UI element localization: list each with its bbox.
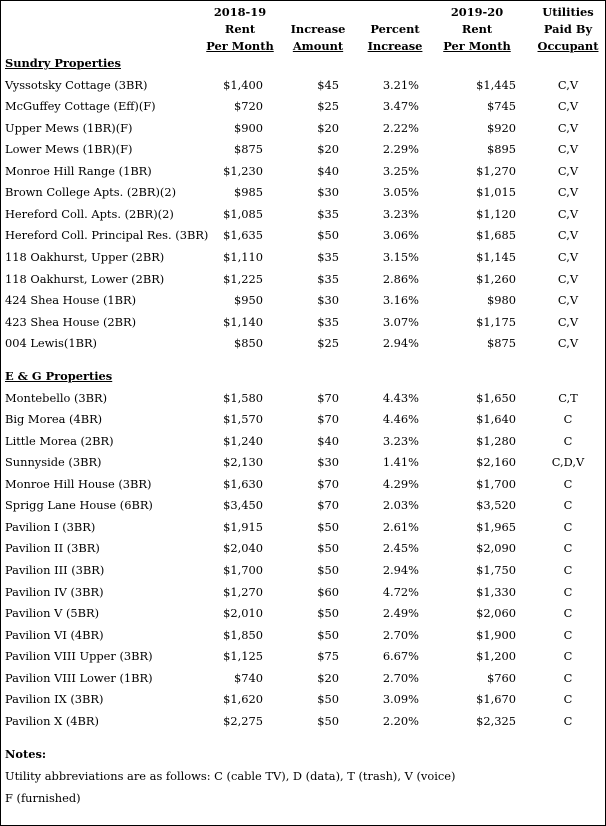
- cell-name: Monroe Hill Range (1BR): [5, 163, 152, 178]
- cell-name: 004 Lewis(1BR): [5, 336, 97, 351]
- cell-util: C: [563, 692, 573, 707]
- table-row: [1, 625, 605, 647]
- cell-name: Hereford Coll. Principal Res. (3BR): [5, 228, 209, 243]
- cell-amt: $45: [317, 77, 339, 92]
- header-text: Per Month: [443, 39, 511, 53]
- cell-rent: $1,270: [223, 584, 263, 599]
- cell-amt: $50: [317, 713, 339, 728]
- cell-pct: 3.06%: [382, 228, 419, 243]
- table-row: [1, 161, 605, 183]
- header-text: Paid By: [543, 22, 593, 36]
- cell-util: C,V: [557, 336, 579, 351]
- cell-new: $1,650: [476, 390, 516, 405]
- header-rent-2018: [201, 4, 279, 55]
- cell-rent: $900: [234, 120, 263, 135]
- cell-util: C,T: [558, 390, 578, 405]
- cell-rent: $875: [234, 142, 263, 157]
- cell-util: C: [563, 713, 573, 728]
- header-text: Amount: [292, 39, 344, 53]
- table-row: [1, 474, 605, 496]
- table-row: [1, 290, 605, 312]
- cell-name: Pavilion IX (3BR): [5, 692, 104, 707]
- cell-util: C,V: [557, 77, 579, 92]
- table-row: [1, 711, 605, 733]
- header-text: Utilities: [542, 5, 594, 19]
- header-increase: [284, 21, 352, 55]
- cell-rent: $1,570: [223, 412, 263, 427]
- table-row: [1, 582, 605, 604]
- cell-amt: $70: [317, 476, 339, 491]
- table-row: [1, 495, 605, 517]
- table-row: [1, 182, 605, 204]
- cell-name: Pavilion V (5BR): [5, 606, 100, 621]
- cell-new: $2,090: [476, 541, 516, 556]
- cell-pct: 2.49%: [382, 606, 419, 621]
- section-heading: [1, 53, 605, 75]
- cell-pct: 3.25%: [382, 163, 419, 178]
- cell-name: Pavilion IV (3BR): [5, 584, 104, 599]
- cell-amt: $20: [317, 142, 339, 157]
- cell-new: $1,330: [476, 584, 516, 599]
- cell-pct: 3.05%: [382, 185, 419, 200]
- cell-util: C,V: [557, 120, 579, 135]
- cell-pct: 4.72%: [382, 584, 419, 599]
- cell-new: $875: [487, 336, 516, 351]
- cell-amt: $30: [317, 185, 339, 200]
- cell-pct: 6.67%: [382, 649, 419, 664]
- cell-name: 424 Shea House (1BR): [5, 293, 137, 308]
- cell-amt: $50: [317, 627, 339, 642]
- header-text: 2018-19: [213, 5, 267, 19]
- table-row: [1, 668, 605, 690]
- cell-amt: $60: [317, 584, 339, 599]
- cell-pct: 3.21%: [382, 77, 419, 92]
- cell-amt: $50: [317, 692, 339, 707]
- cell-pct: 1.41%: [382, 455, 419, 470]
- cell-rent: $1,140: [223, 314, 263, 329]
- header-percent: [361, 21, 429, 55]
- cell-new: $1,445: [476, 77, 516, 92]
- cell-name: Little Morea (2BR): [5, 433, 114, 448]
- table-row: [1, 646, 605, 668]
- cell-pct: 3.16%: [382, 293, 419, 308]
- cell-rent: $1,630: [223, 476, 263, 491]
- table-row: [1, 247, 605, 269]
- cell-amt: $50: [317, 228, 339, 243]
- cell-rent: $1,240: [223, 433, 263, 448]
- cell-pct: 2.03%: [382, 498, 419, 513]
- cell-new: $3,520: [476, 498, 516, 513]
- cell-rent: $1,110: [223, 249, 263, 264]
- cell-rent: $720: [234, 99, 263, 114]
- cell-rent: $740: [234, 670, 263, 685]
- section-heading: [1, 366, 605, 388]
- cell-new: $1,270: [476, 163, 516, 178]
- cell-pct: 4.43%: [382, 390, 419, 405]
- cell-new: $1,965: [476, 519, 516, 534]
- cell-pct: 2.29%: [382, 142, 419, 157]
- cell-name: Pavilion VI (4BR): [5, 627, 104, 642]
- table-row: [1, 689, 605, 711]
- cell-name: Hereford Coll. Apts. (2BR)(2): [5, 206, 174, 221]
- cell-name: Pavilion I (3BR): [5, 519, 96, 534]
- cell-pct: 3.07%: [382, 314, 419, 329]
- table-row: [1, 452, 605, 474]
- cell-util: C,V: [557, 163, 579, 178]
- cell-pct: 3.23%: [382, 433, 419, 448]
- cell-new: $1,900: [476, 627, 516, 642]
- cell-rent: $985: [234, 185, 263, 200]
- cell-rent: $1,125: [223, 649, 263, 664]
- header-utilities: [533, 4, 603, 55]
- table-row: [1, 96, 605, 118]
- cell-amt: $50: [317, 541, 339, 556]
- cell-util: C: [563, 584, 573, 599]
- cell-new: $1,145: [476, 249, 516, 264]
- table-row: [1, 269, 605, 291]
- cell-pct: 2.94%: [382, 562, 419, 577]
- cell-rent: $850: [234, 336, 263, 351]
- cell-name: Big Morea (4BR): [5, 412, 103, 427]
- cell-pct: 4.29%: [382, 476, 419, 491]
- cell-pct: 2.45%: [382, 541, 419, 556]
- cell-pct: 3.47%: [382, 99, 419, 114]
- cell-amt: $35: [317, 249, 339, 264]
- cell-util: C: [563, 412, 573, 427]
- section-title: Sundry Properties: [5, 56, 121, 70]
- table-row: [1, 538, 605, 560]
- cell-util: C,V: [557, 185, 579, 200]
- cell-name: Sunnyside (3BR): [5, 455, 102, 470]
- cell-name: Monroe Hill House (3BR): [5, 476, 152, 491]
- cell-pct: 2.86%: [382, 271, 419, 286]
- cell-util: C: [563, 670, 573, 685]
- cell-name: 118 Oakhurst, Upper (2BR): [5, 249, 165, 264]
- cell-name: 423 Shea House (2BR): [5, 314, 137, 329]
- cell-new: $1,700: [476, 476, 516, 491]
- cell-util: C,V: [557, 99, 579, 114]
- table-row: [1, 517, 605, 539]
- cell-rent: $1,620: [223, 692, 263, 707]
- cell-util: C,V: [557, 293, 579, 308]
- cell-pct: 2.94%: [382, 336, 419, 351]
- cell-util: C,V: [557, 271, 579, 286]
- cell-rent: $1,225: [223, 271, 263, 286]
- cell-amt: $50: [317, 519, 339, 534]
- cell-rent: $1,580: [223, 390, 263, 405]
- header-text: Per Month: [206, 39, 274, 53]
- cell-name: 118 Oakhurst, Lower (2BR): [5, 271, 165, 286]
- cell-new: $2,160: [476, 455, 516, 470]
- table-row: [1, 409, 605, 431]
- cell-amt: $50: [317, 606, 339, 621]
- cell-rent: $1,230: [223, 163, 263, 178]
- cell-util: C: [563, 519, 573, 534]
- cell-name: Upper Mews (1BR)(F): [5, 120, 133, 135]
- cell-amt: $25: [317, 336, 339, 351]
- notes-line-furnished: F (furnished): [5, 791, 81, 805]
- cell-rent: $1,085: [223, 206, 263, 221]
- cell-pct: 3.09%: [382, 692, 419, 707]
- cell-rent: $1,700: [223, 562, 263, 577]
- cell-amt: $40: [317, 433, 339, 448]
- cell-util: C,V: [557, 142, 579, 157]
- cell-new: $1,685: [476, 228, 516, 243]
- table-row: [1, 560, 605, 582]
- cell-new: $920: [487, 120, 516, 135]
- table-header: [1, 4, 605, 56]
- cell-util: C: [563, 541, 573, 556]
- cell-name: Pavilion II (3BR): [5, 541, 100, 556]
- cell-pct: 2.70%: [382, 627, 419, 642]
- cell-name: Brown College Apts. (2BR)(2): [5, 185, 177, 200]
- header-text: Occupant: [537, 39, 599, 53]
- cell-util: C,V: [557, 228, 579, 243]
- cell-amt: $35: [317, 314, 339, 329]
- table-row: [1, 139, 605, 161]
- cell-new: $895: [487, 142, 516, 157]
- cell-rent: $1,400: [223, 77, 263, 92]
- cell-name: Pavilion X (4BR): [5, 713, 99, 728]
- cell-new: $1,120: [476, 206, 516, 221]
- cell-amt: $70: [317, 390, 339, 405]
- cell-new: $2,060: [476, 606, 516, 621]
- cell-rent: $3,450: [223, 498, 263, 513]
- cell-pct: 2.20%: [382, 713, 419, 728]
- cell-rent: $2,275: [223, 713, 263, 728]
- cell-util: C: [563, 627, 573, 642]
- cell-name: Vyssotsky Cottage (3BR): [5, 77, 148, 92]
- cell-name: Sprigg Lane House (6BR): [5, 498, 153, 513]
- table-row: [1, 603, 605, 625]
- cell-util: C: [563, 606, 573, 621]
- cell-new: $760: [487, 670, 516, 685]
- header-rent-2019: [438, 4, 516, 55]
- notes-line-abbreviations: Utility abbreviations are as follows: C (cable TV), D (data), T (trash), V (voice): [5, 769, 456, 783]
- cell-amt: $20: [317, 120, 339, 135]
- header-text: Increase: [290, 22, 346, 36]
- table-row: [1, 118, 605, 140]
- cell-amt: $35: [317, 271, 339, 286]
- table-row: [1, 75, 605, 97]
- cell-util: C,V: [557, 206, 579, 221]
- cell-pct: 2.61%: [382, 519, 419, 534]
- table-row: [1, 333, 605, 355]
- cell-rent: $1,915: [223, 519, 263, 534]
- cell-amt: $70: [317, 412, 339, 427]
- cell-pct: 3.23%: [382, 206, 419, 221]
- cell-name: Pavilion III (3BR): [5, 562, 105, 577]
- table-row: [1, 225, 605, 247]
- header-text: Increase: [367, 39, 423, 53]
- cell-pct: 4.46%: [382, 412, 419, 427]
- cell-amt: $70: [317, 498, 339, 513]
- cell-new: $2,325: [476, 713, 516, 728]
- cell-new: $1,750: [476, 562, 516, 577]
- cell-rent: $2,130: [223, 455, 263, 470]
- header-text: 2019-20: [450, 5, 504, 19]
- cell-util: C,V: [557, 249, 579, 264]
- cell-new: $1,280: [476, 433, 516, 448]
- cell-name: Montebello (3BR): [5, 390, 108, 405]
- cell-new: $1,640: [476, 412, 516, 427]
- cell-util: C: [563, 498, 573, 513]
- cell-name: McGuffey Cottage (Eff)(F): [5, 99, 156, 114]
- cell-util: C: [563, 649, 573, 664]
- cell-new: $1,200: [476, 649, 516, 664]
- cell-amt: $20: [317, 670, 339, 685]
- cell-util: C,V: [557, 314, 579, 329]
- cell-pct: 2.70%: [382, 670, 419, 685]
- cell-amt: $40: [317, 163, 339, 178]
- cell-new: $1,175: [476, 314, 516, 329]
- cell-new: $1,015: [476, 185, 516, 200]
- cell-amt: $25: [317, 99, 339, 114]
- table-row: [1, 388, 605, 410]
- header-text: Percent: [370, 22, 420, 36]
- cell-name: Lower Mews (1BR)(F): [5, 142, 133, 157]
- cell-util: C: [563, 476, 573, 491]
- cell-new: $745: [487, 99, 516, 114]
- cell-amt: $30: [317, 455, 339, 470]
- cell-amt: $30: [317, 293, 339, 308]
- cell-amt: $35: [317, 206, 339, 221]
- section-title: E & G Properties: [5, 369, 113, 383]
- cell-util: C: [563, 562, 573, 577]
- cell-amt: $50: [317, 562, 339, 577]
- cell-new: $980: [487, 293, 516, 308]
- cell-util: C,D,V: [551, 455, 585, 470]
- cell-name: Pavilion VIII Upper (3BR): [5, 649, 153, 664]
- cell-rent: $1,850: [223, 627, 263, 642]
- table-row: [1, 431, 605, 453]
- cell-pct: 2.22%: [382, 120, 419, 135]
- cell-rent: $2,010: [223, 606, 263, 621]
- cell-new: $1,260: [476, 271, 516, 286]
- cell-rent: $950: [234, 293, 263, 308]
- cell-util: C: [563, 433, 573, 448]
- table-row: [1, 204, 605, 226]
- notes-title: Notes:: [5, 747, 47, 761]
- cell-amt: $75: [317, 649, 339, 664]
- table-row: [1, 312, 605, 334]
- header-text: Rent: [461, 22, 493, 36]
- header-text: Rent: [224, 22, 256, 36]
- cell-pct: 3.15%: [382, 249, 419, 264]
- cell-new: $1,670: [476, 692, 516, 707]
- cell-rent: $2,040: [223, 541, 263, 556]
- cell-rent: $1,635: [223, 228, 263, 243]
- cell-name: Pavilion VIII Lower (1BR): [5, 670, 153, 685]
